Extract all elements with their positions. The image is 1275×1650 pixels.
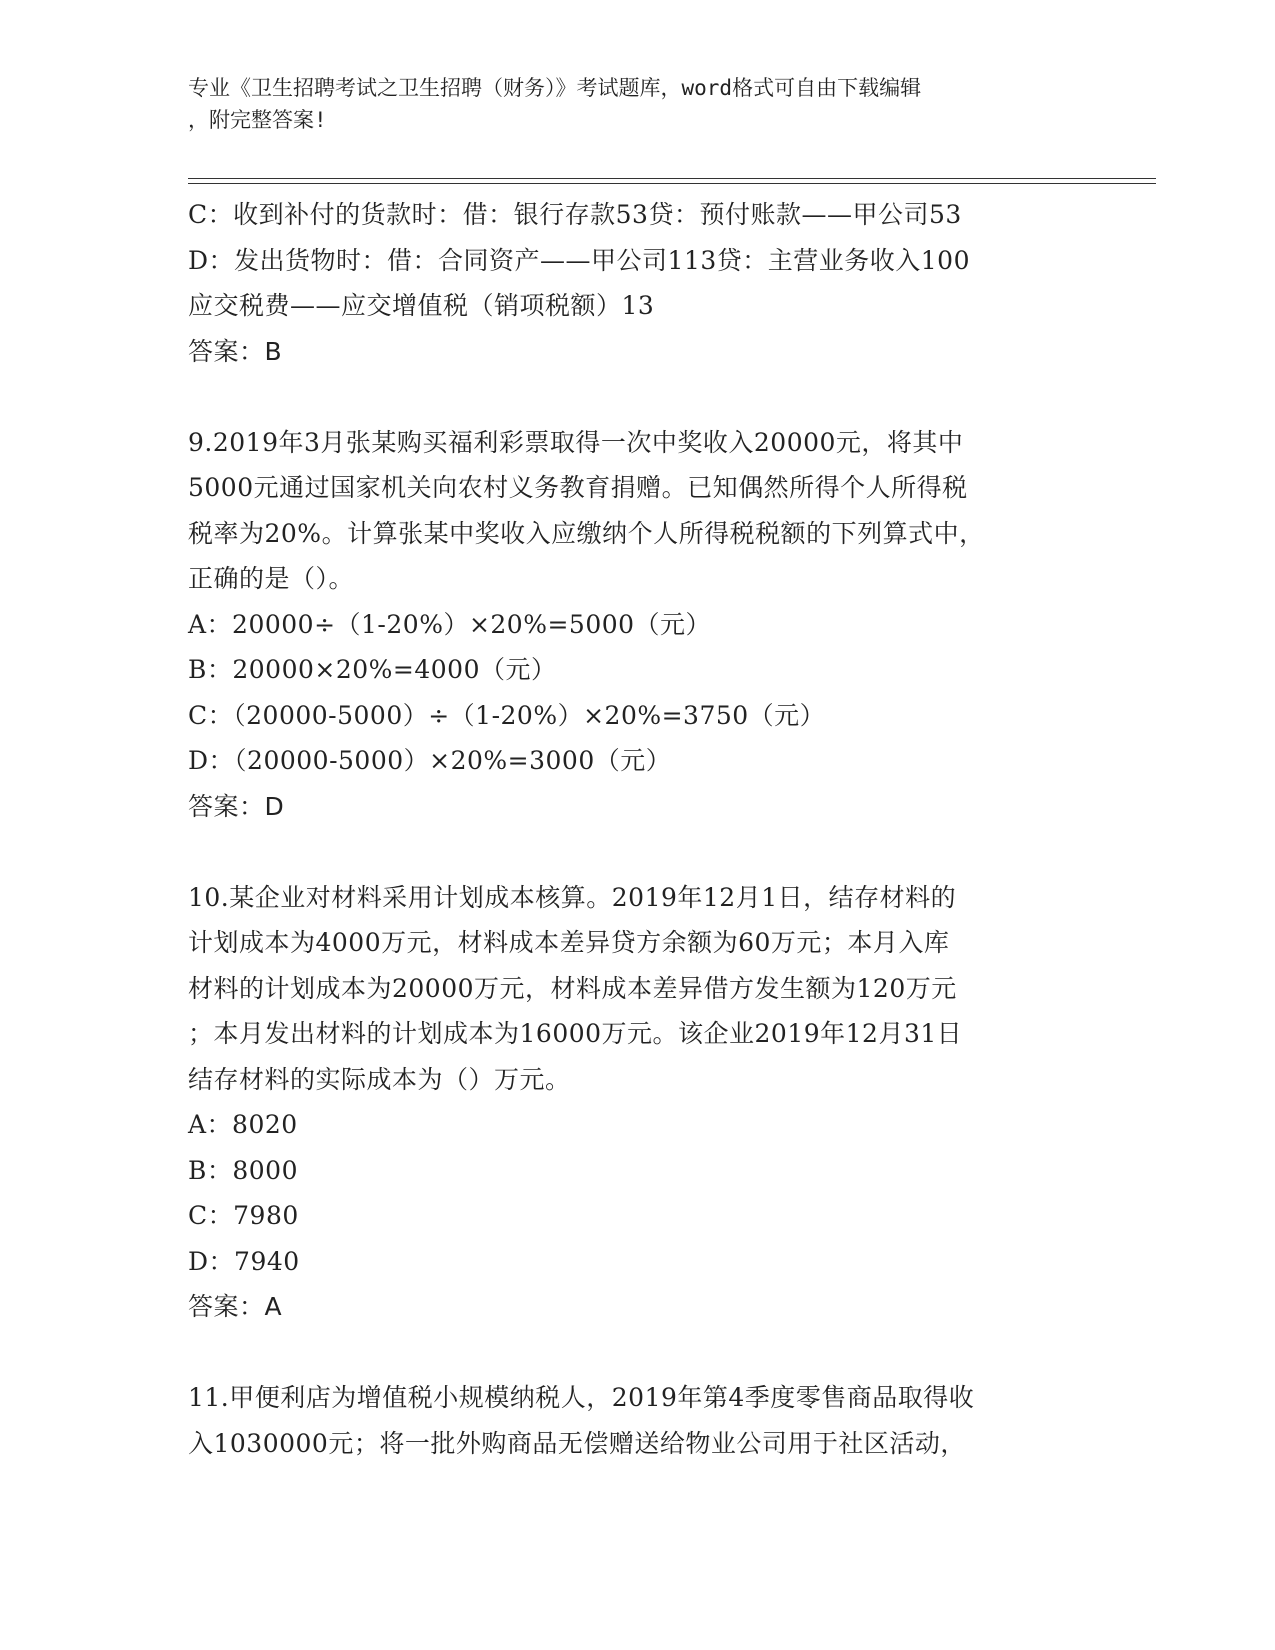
question-text-line: 结存材料的实际成本为（）万元。 xyxy=(188,1064,571,1094)
option-c: C：收到补付的货款时：借：银行存款53贷：预付账款——甲公司53 xyxy=(188,200,962,229)
question-text-line: 11.甲便利店为增值税小规模纳税人，2019年第4季度零售商品取得收 xyxy=(188,1383,975,1412)
header-line-2: ，附完整答案! xyxy=(188,108,327,132)
header-divider-top xyxy=(188,178,1156,179)
question-text-line: 税率为20%。计算张某中奖收入应缴纳个人所得税税额的下列算式中， xyxy=(188,518,985,548)
question-text-line: 正确的是（）。 xyxy=(188,564,355,593)
option-d: D：（20000-5000）×20%=3000（元） xyxy=(188,746,672,775)
answer: 答案：A xyxy=(188,1292,283,1321)
question-11 xyxy=(188,1375,1088,1466)
question-10 xyxy=(188,875,1088,1330)
option-b: B：20000×20%=4000（元） xyxy=(188,655,557,684)
question-text-line: 5000元通过国家机关向农村义务教育捐赠。已知偶然所得个人所得税 xyxy=(188,473,968,502)
question-text-line: 材料的计划成本为20000万元，材料成本差异借方发生额为120万元 xyxy=(188,973,957,1003)
question-text-line: 计划成本为4000万元，材料成本差异贷方余额为60万元；本月入库 xyxy=(188,928,950,957)
spacer xyxy=(188,1330,1088,1376)
answer: 答案：B xyxy=(188,336,283,366)
header-line-1: 专业《卫生招聘考试之卫生招聘（财务）》考试题库，word格式可自由下载编辑 xyxy=(188,76,922,100)
question-9 xyxy=(188,420,1088,830)
option-a: A：8020 xyxy=(188,1110,298,1139)
question-text-line: 9.2019年3月张某购买福利彩票取得一次中奖收入20000元，将其中 xyxy=(188,427,964,457)
option-d-continued: 应交税费——应交增值税（销项税额）13 xyxy=(188,291,655,320)
spacer xyxy=(188,829,1088,875)
question-text-line: 入1030000元；将一批外购商品无偿赠送给物业公司用于社区活动， xyxy=(188,1428,966,1458)
document-body xyxy=(188,192,1088,1466)
option-d: D：发出货物时：借：合同资产——甲公司113贷：主营业务收入100 xyxy=(188,245,970,275)
question-text-line: 10.某企业对材料采用计划成本核算。2019年12月1日，结存材料的 xyxy=(188,882,957,912)
header-divider-bottom xyxy=(188,183,1156,184)
question-8-tail xyxy=(188,192,1088,374)
answer: 答案：D xyxy=(188,791,285,821)
option-d: D：7940 xyxy=(188,1246,300,1276)
option-a: A：20000÷（1-20%）×20%=5000（元） xyxy=(188,609,712,639)
option-c: C：（20000-5000）÷（1-20%）×20%=3750（元） xyxy=(188,700,826,730)
option-c: C：7980 xyxy=(188,1201,299,1230)
option-b: B：8000 xyxy=(188,1155,298,1185)
question-text-line: ；本月发出材料的计划成本为16000万元。该企业2019年12月31日 xyxy=(188,1019,963,1048)
document-header xyxy=(188,72,1088,136)
spacer xyxy=(188,374,1088,420)
